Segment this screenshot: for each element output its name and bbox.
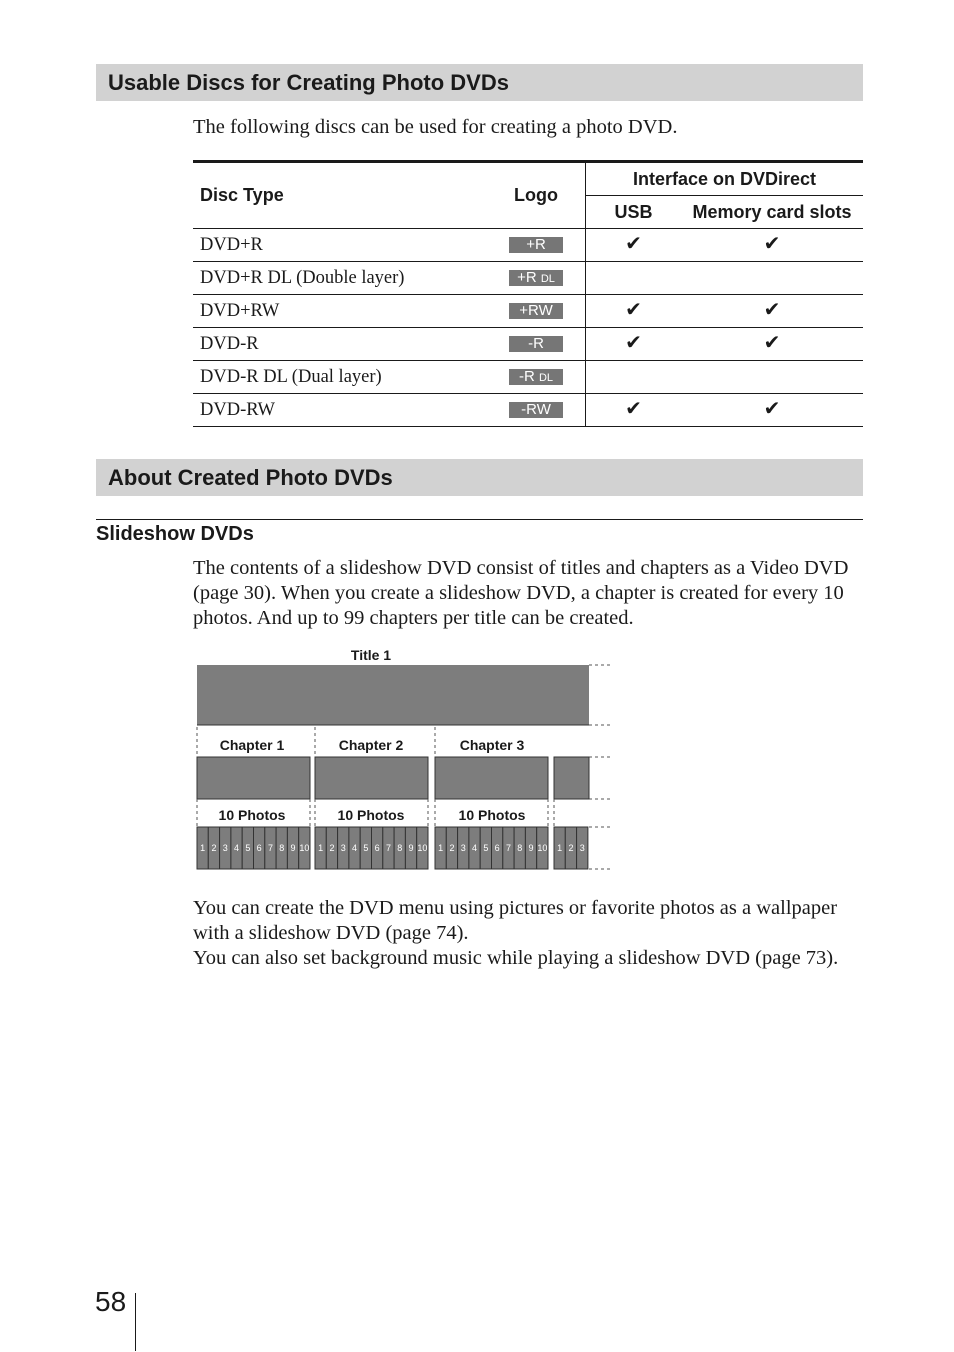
section-header-about-photo-dvds: About Created Photo DVDs [96,459,863,496]
header-interface: Interface on DVDirect [586,162,864,196]
check-icon: ✔ [763,332,781,354]
check-icon: ✔ [763,398,781,420]
disc-type-cell: DVD-R DL (Dual layer) [193,361,487,394]
page-number-rule [135,1293,136,1351]
logo-main-text: -R [518,368,535,386]
photo-number: 1 [557,843,563,853]
logo-sub-text: DL [538,372,554,385]
photo-number: 9 [290,843,296,853]
logo-main-text: -R [528,335,544,353]
check-icon: ✔ [625,299,642,321]
chapter-label: Chapter 2 [338,737,404,753]
photo-number: 3 [579,843,585,853]
header-usb: USB [586,196,682,229]
chapter-bar [435,757,548,799]
photo-number: 9 [408,843,414,853]
chapter-bar-partial [554,757,589,799]
header-memory-card-slots: Memory card slots [681,196,863,229]
photo-number: 10 [299,843,310,853]
photo-number: 10 [417,843,428,853]
title-bar [197,665,589,725]
subhead-slideshow-dvds: Slideshow DVDs [96,523,254,545]
photo-number: 6 [374,843,380,853]
menu-paragraphs [193,896,865,971]
chapter-bar [197,757,310,799]
check-icon: ✔ [763,233,781,255]
logo-sub-text: DL [540,273,555,286]
disc-type-cell: DVD-R [193,328,487,361]
photo-number: 2 [329,843,335,853]
logo-main-text: +RW [519,302,553,320]
header-disc-type: Disc Type [200,185,284,205]
photo-number: 4 [472,843,478,853]
logo-main-text: +R [526,236,546,254]
photo-number: 6 [256,843,262,853]
photo-number: 5 [363,843,369,853]
photo-number: 3 [460,843,466,853]
photo-number: 1 [438,843,444,853]
check-icon: ✔ [625,233,642,255]
photo-number: 7 [505,843,511,853]
check-icon: ✔ [625,332,642,354]
photos-label: 10 Photos [218,807,286,823]
title-label: Title 1 [350,647,392,663]
photo-number: 8 [517,843,523,853]
slideshow-description: The contents of a slideshow DVD consist of titles and chapters as a Video DVD (page 30). When you create a slideshow DVD, a chapter is created for every 10 photos. And up to 99 chapters per title can be created. [193,557,849,629]
intro-paragraph: The following discs can be used for creating a photo DVD. [193,116,678,138]
disc-type-cell: DVD+R DL (Double layer) [193,262,487,295]
chapter-label: Chapter 1 [219,737,285,753]
photo-number: 8 [279,843,285,853]
photo-number: 5 [245,843,251,853]
photo-number: 10 [537,843,548,853]
logo-main-text: +R [517,269,537,287]
header-logo: Logo [514,185,558,205]
chapter-label: Chapter 3 [459,737,525,753]
photo-number: 4 [234,843,240,853]
photo-number: 3 [222,843,228,853]
disc-type-cell: DVD+RW [193,295,487,328]
photo-number: 3 [340,843,346,853]
section-header-usable-discs: Usable Discs for Creating Photo DVDs [96,64,863,101]
page-number: 58 [95,1286,127,1317]
photo-number: 2 [211,843,217,853]
check-icon: ✔ [763,299,781,321]
photos-label: 10 Photos [337,807,405,823]
photo-number: 9 [528,843,534,853]
photo-number: 8 [397,843,403,853]
disc-type-cell: DVD+R [193,229,487,262]
menu-paragraph: You can create the DVD menu using pictures or favorite photos as a wallpaper with a slideshow DVD (page 74). [193,897,838,944]
logo-main-text: -RW [521,401,551,419]
photo-number: 2 [568,843,574,853]
photo-number: 5 [483,843,489,853]
photo-number: 2 [449,843,455,853]
photo-number: 1 [200,843,206,853]
disc-type-cell: DVD-RW [193,394,487,427]
photo-number: 7 [385,843,391,853]
photo-number: 6 [494,843,500,853]
photo-number: 7 [267,843,273,853]
music-paragraph: You can also set background music while playing a slideshow DVD (page 73). [193,947,839,969]
check-icon: ✔ [625,398,642,420]
chapter-bar [315,757,428,799]
photo-number: 1 [318,843,324,853]
photos-label: 10 Photos [458,807,526,823]
photo-number: 4 [352,843,358,853]
